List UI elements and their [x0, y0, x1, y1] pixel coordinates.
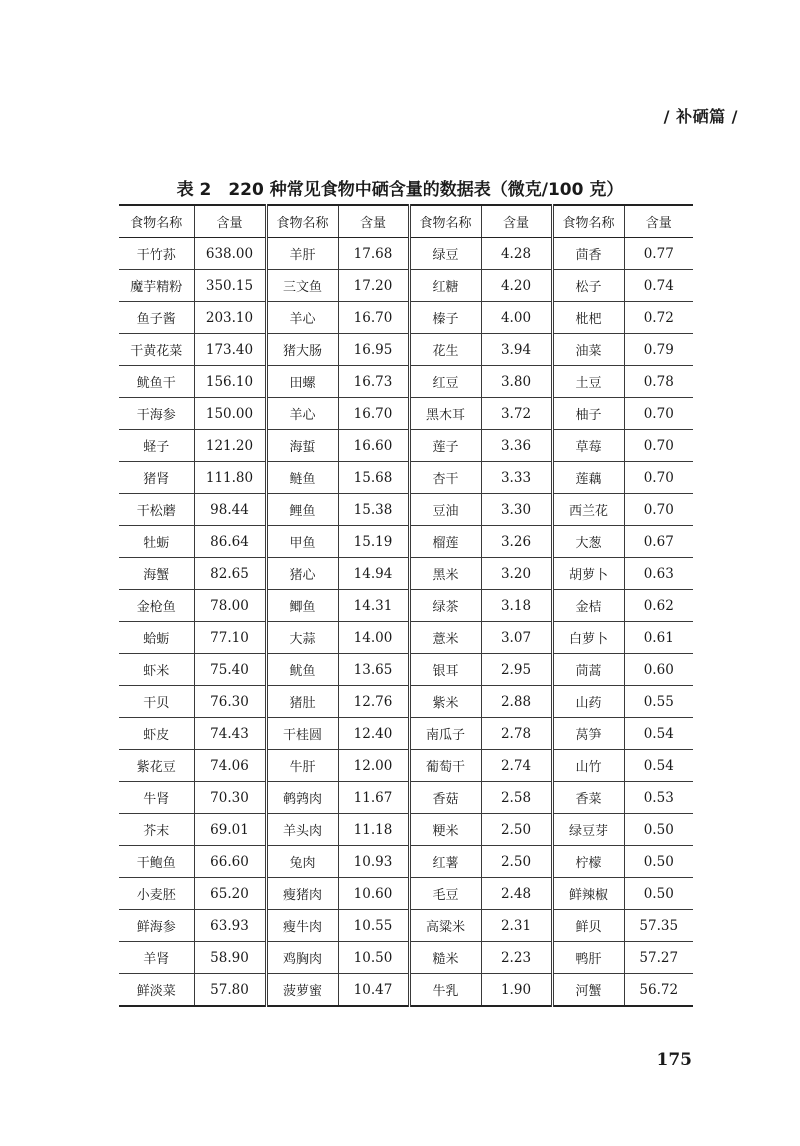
food-name-cell: 干贝: [119, 686, 194, 718]
selenium-value-cell: 14.94: [338, 558, 409, 590]
selenium-value-cell: 63.93: [194, 910, 266, 942]
food-name-cell: 干松蘑: [119, 494, 194, 526]
food-name-cell: 河蟹: [552, 974, 624, 1007]
selenium-value-cell: 150.00: [194, 398, 266, 430]
food-name-cell: 干鲍鱼: [119, 846, 194, 878]
running-head: / 补硒篇 /: [663, 107, 738, 126]
selenium-value-cell: 10.55: [338, 910, 409, 942]
table-row: [119, 270, 693, 302]
table-body: [119, 238, 693, 1007]
selenium-value-cell: 3.26: [481, 526, 552, 558]
selenium-value-cell: 12.00: [338, 750, 409, 782]
food-name-cell: 胡萝卜: [552, 558, 624, 590]
table-row: [119, 430, 693, 462]
food-name-cell: 鱿鱼干: [119, 366, 194, 398]
food-name-cell: 薏米: [409, 622, 481, 654]
selenium-value-cell: 70.30: [194, 782, 266, 814]
food-name-cell: 红糖: [409, 270, 481, 302]
selenium-value-cell: 75.40: [194, 654, 266, 686]
selenium-value-cell: 0.54: [624, 718, 693, 750]
table-row: [119, 238, 693, 270]
selenium-value-cell: 0.55: [624, 686, 693, 718]
header-content: 含量: [194, 205, 266, 238]
selenium-value-cell: 86.64: [194, 526, 266, 558]
food-name-cell: 鲜海参: [119, 910, 194, 942]
food-name-cell: 海蜇: [266, 430, 338, 462]
selenium-value-cell: 65.20: [194, 878, 266, 910]
food-name-cell: 绿茶: [409, 590, 481, 622]
food-name-cell: 榴莲: [409, 526, 481, 558]
food-name-cell: 干竹荪: [119, 238, 194, 270]
food-name-cell: 羊肝: [266, 238, 338, 270]
selenium-value-cell: 10.93: [338, 846, 409, 878]
food-name-cell: 莴笋: [552, 718, 624, 750]
food-name-cell: 羊头肉: [266, 814, 338, 846]
selenium-value-cell: 16.70: [338, 398, 409, 430]
selenium-value-cell: 0.79: [624, 334, 693, 366]
food-name-cell: 鲢鱼: [266, 462, 338, 494]
selenium-value-cell: 3.33: [481, 462, 552, 494]
food-name-cell: 金枪鱼: [119, 590, 194, 622]
food-name-cell: 豆油: [409, 494, 481, 526]
selenium-value-cell: 4.20: [481, 270, 552, 302]
selenium-value-cell: 0.61: [624, 622, 693, 654]
food-name-cell: 虾皮: [119, 718, 194, 750]
selenium-value-cell: 77.10: [194, 622, 266, 654]
food-name-cell: 南瓜子: [409, 718, 481, 750]
food-name-cell: 蛏子: [119, 430, 194, 462]
food-name-cell: 鲜辣椒: [552, 878, 624, 910]
food-name-cell: 枇杷: [552, 302, 624, 334]
food-name-cell: 海蟹: [119, 558, 194, 590]
selenium-value-cell: 69.01: [194, 814, 266, 846]
selenium-value-cell: 16.95: [338, 334, 409, 366]
food-name-cell: 糙米: [409, 942, 481, 974]
selenium-value-cell: 2.88: [481, 686, 552, 718]
selenium-value-cell: 3.30: [481, 494, 552, 526]
table-row: [119, 462, 693, 494]
table-row: [119, 686, 693, 718]
selenium-value-cell: 0.63: [624, 558, 693, 590]
selenium-value-cell: 2.50: [481, 846, 552, 878]
header-food-name: 食物名称: [552, 205, 624, 238]
selenium-value-cell: 16.73: [338, 366, 409, 398]
food-name-cell: 西兰花: [552, 494, 624, 526]
food-name-cell: 甲鱼: [266, 526, 338, 558]
food-name-cell: 油菜: [552, 334, 624, 366]
selenium-value-cell: 10.50: [338, 942, 409, 974]
food-name-cell: 羊心: [266, 302, 338, 334]
selenium-value-cell: 3.36: [481, 430, 552, 462]
food-name-cell: 牛肾: [119, 782, 194, 814]
table-row: [119, 718, 693, 750]
selenium-value-cell: 12.76: [338, 686, 409, 718]
table-row: [119, 366, 693, 398]
selenium-value-cell: 98.44: [194, 494, 266, 526]
food-name-cell: 花生: [409, 334, 481, 366]
selenium-value-cell: 14.31: [338, 590, 409, 622]
selenium-value-cell: 2.48: [481, 878, 552, 910]
selenium-value-cell: 3.72: [481, 398, 552, 430]
header-content: 含量: [624, 205, 693, 238]
page-number: 175: [656, 1050, 692, 1070]
food-name-cell: 猪心: [266, 558, 338, 590]
food-name-cell: 鲜淡菜: [119, 974, 194, 1007]
selenium-value-cell: 16.70: [338, 302, 409, 334]
table-row: [119, 974, 693, 1007]
food-name-cell: 柠檬: [552, 846, 624, 878]
food-name-cell: 黑木耳: [409, 398, 481, 430]
food-name-cell: 红薯: [409, 846, 481, 878]
food-name-cell: 魔芋精粉: [119, 270, 194, 302]
food-name-cell: 干海参: [119, 398, 194, 430]
food-name-cell: 榛子: [409, 302, 481, 334]
selenium-value-cell: 2.58: [481, 782, 552, 814]
table-row: [119, 750, 693, 782]
selenium-value-cell: 82.65: [194, 558, 266, 590]
selenium-value-cell: 0.77: [624, 238, 693, 270]
selenium-value-cell: 173.40: [194, 334, 266, 366]
selenium-value-cell: 0.60: [624, 654, 693, 686]
food-name-cell: 茴香: [552, 238, 624, 270]
header-food-name: 食物名称: [266, 205, 338, 238]
food-name-cell: 紫米: [409, 686, 481, 718]
selenium-value-cell: 638.00: [194, 238, 266, 270]
food-name-cell: 葡萄干: [409, 750, 481, 782]
selenium-value-cell: 57.35: [624, 910, 693, 942]
table-row: [119, 494, 693, 526]
selenium-value-cell: 3.07: [481, 622, 552, 654]
selenium-value-cell: 74.43: [194, 718, 266, 750]
table-row: [119, 878, 693, 910]
food-name-cell: 鲫鱼: [266, 590, 338, 622]
food-name-cell: 红豆: [409, 366, 481, 398]
selenium-value-cell: 11.67: [338, 782, 409, 814]
selenium-value-cell: 2.74: [481, 750, 552, 782]
selenium-value-cell: 0.62: [624, 590, 693, 622]
header-food-name: 食物名称: [119, 205, 194, 238]
selenium-value-cell: 3.18: [481, 590, 552, 622]
food-name-cell: 虾米: [119, 654, 194, 686]
food-name-cell: 山药: [552, 686, 624, 718]
selenium-value-cell: 2.78: [481, 718, 552, 750]
food-name-cell: 白萝卜: [552, 622, 624, 654]
food-name-cell: 杏干: [409, 462, 481, 494]
food-name-cell: 芥末: [119, 814, 194, 846]
food-name-cell: 牛肝: [266, 750, 338, 782]
food-name-cell: 鱿鱼: [266, 654, 338, 686]
selenium-value-cell: 2.23: [481, 942, 552, 974]
selenium-value-cell: 4.00: [481, 302, 552, 334]
selenium-content-table: [119, 204, 693, 1007]
table-row: [119, 622, 693, 654]
selenium-value-cell: 4.28: [481, 238, 552, 270]
food-name-cell: 毛豆: [409, 878, 481, 910]
food-name-cell: 山竹: [552, 750, 624, 782]
header-content: 含量: [481, 205, 552, 238]
food-name-cell: 瘦猪肉: [266, 878, 338, 910]
table-row: [119, 814, 693, 846]
table-row: [119, 654, 693, 686]
food-name-cell: 三文鱼: [266, 270, 338, 302]
food-name-cell: 羊心: [266, 398, 338, 430]
food-name-cell: 草莓: [552, 430, 624, 462]
food-name-cell: 高粱米: [409, 910, 481, 942]
food-name-cell: 大葱: [552, 526, 624, 558]
selenium-value-cell: 10.47: [338, 974, 409, 1007]
food-name-cell: 田螺: [266, 366, 338, 398]
food-name-cell: 菠萝蜜: [266, 974, 338, 1007]
selenium-value-cell: 0.70: [624, 494, 693, 526]
food-name-cell: 蛤蛎: [119, 622, 194, 654]
selenium-value-cell: 0.78: [624, 366, 693, 398]
table-header-row: [119, 205, 693, 238]
selenium-value-cell: 0.50: [624, 878, 693, 910]
food-name-cell: 银耳: [409, 654, 481, 686]
food-name-cell: 鹌鹑肉: [266, 782, 338, 814]
selenium-value-cell: 57.27: [624, 942, 693, 974]
selenium-value-cell: 203.10: [194, 302, 266, 334]
food-name-cell: 金桔: [552, 590, 624, 622]
food-name-cell: 兔肉: [266, 846, 338, 878]
food-name-cell: 牡蛎: [119, 526, 194, 558]
selenium-value-cell: 0.50: [624, 846, 693, 878]
food-name-cell: 鸡胸肉: [266, 942, 338, 974]
selenium-value-cell: 1.90: [481, 974, 552, 1007]
selenium-value-cell: 66.60: [194, 846, 266, 878]
selenium-value-cell: 17.68: [338, 238, 409, 270]
selenium-value-cell: 121.20: [194, 430, 266, 462]
selenium-value-cell: 16.60: [338, 430, 409, 462]
food-name-cell: 柚子: [552, 398, 624, 430]
selenium-value-cell: 0.74: [624, 270, 693, 302]
food-name-cell: 大蒜: [266, 622, 338, 654]
food-name-cell: 莲藕: [552, 462, 624, 494]
table-row: [119, 398, 693, 430]
table-row: [119, 942, 693, 974]
selenium-value-cell: 0.54: [624, 750, 693, 782]
selenium-value-cell: 0.50: [624, 814, 693, 846]
selenium-value-cell: 0.72: [624, 302, 693, 334]
food-name-cell: 绿豆芽: [552, 814, 624, 846]
header-food-name: 食物名称: [409, 205, 481, 238]
food-name-cell: 鲤鱼: [266, 494, 338, 526]
selenium-value-cell: 0.67: [624, 526, 693, 558]
selenium-value-cell: 76.30: [194, 686, 266, 718]
food-name-cell: 猪大肠: [266, 334, 338, 366]
selenium-value-cell: 0.53: [624, 782, 693, 814]
food-name-cell: 松子: [552, 270, 624, 302]
selenium-value-cell: 3.80: [481, 366, 552, 398]
selenium-value-cell: 13.65: [338, 654, 409, 686]
table-row: [119, 846, 693, 878]
food-name-cell: 猪肾: [119, 462, 194, 494]
food-name-cell: 干黄花菜: [119, 334, 194, 366]
table-caption: 表 2 220 种常见食物中硒含量的数据表（微克/100 克）: [176, 180, 624, 200]
table-row: [119, 558, 693, 590]
food-name-cell: 紫花豆: [119, 750, 194, 782]
selenium-value-cell: 2.31: [481, 910, 552, 942]
selenium-value-cell: 3.94: [481, 334, 552, 366]
food-name-cell: 牛乳: [409, 974, 481, 1007]
food-name-cell: 茼蒿: [552, 654, 624, 686]
selenium-value-cell: 156.10: [194, 366, 266, 398]
food-name-cell: 绿豆: [409, 238, 481, 270]
food-name-cell: 香菇: [409, 782, 481, 814]
selenium-value-cell: 14.00: [338, 622, 409, 654]
table-row: [119, 590, 693, 622]
header-content: 含量: [338, 205, 409, 238]
food-name-cell: 土豆: [552, 366, 624, 398]
selenium-value-cell: 58.90: [194, 942, 266, 974]
selenium-value-cell: 78.00: [194, 590, 266, 622]
selenium-value-cell: 17.20: [338, 270, 409, 302]
table-row: [119, 334, 693, 366]
food-name-cell: 鱼子酱: [119, 302, 194, 334]
food-name-cell: 鸭肝: [552, 942, 624, 974]
table-row: [119, 782, 693, 814]
selenium-value-cell: 15.19: [338, 526, 409, 558]
selenium-value-cell: 111.80: [194, 462, 266, 494]
table-row: [119, 910, 693, 942]
table-row: [119, 302, 693, 334]
selenium-value-cell: 15.68: [338, 462, 409, 494]
food-name-cell: 猪肚: [266, 686, 338, 718]
table-row: [119, 526, 693, 558]
food-name-cell: 干桂圆: [266, 718, 338, 750]
selenium-value-cell: 0.70: [624, 398, 693, 430]
food-name-cell: 粳米: [409, 814, 481, 846]
selenium-value-cell: 0.70: [624, 462, 693, 494]
food-name-cell: 莲子: [409, 430, 481, 462]
selenium-value-cell: 2.50: [481, 814, 552, 846]
food-name-cell: 小麦胚: [119, 878, 194, 910]
selenium-value-cell: 350.15: [194, 270, 266, 302]
selenium-value-cell: 56.72: [624, 974, 693, 1007]
selenium-value-cell: 15.38: [338, 494, 409, 526]
selenium-value-cell: 0.70: [624, 430, 693, 462]
selenium-value-cell: 57.80: [194, 974, 266, 1007]
food-name-cell: 瘦牛肉: [266, 910, 338, 942]
selenium-value-cell: 2.95: [481, 654, 552, 686]
selenium-value-cell: 74.06: [194, 750, 266, 782]
food-name-cell: 羊肾: [119, 942, 194, 974]
food-name-cell: 香菜: [552, 782, 624, 814]
food-name-cell: 黑米: [409, 558, 481, 590]
selenium-value-cell: 3.20: [481, 558, 552, 590]
selenium-value-cell: 11.18: [338, 814, 409, 846]
selenium-value-cell: 12.40: [338, 718, 409, 750]
selenium-value-cell: 10.60: [338, 878, 409, 910]
food-name-cell: 鲜贝: [552, 910, 624, 942]
